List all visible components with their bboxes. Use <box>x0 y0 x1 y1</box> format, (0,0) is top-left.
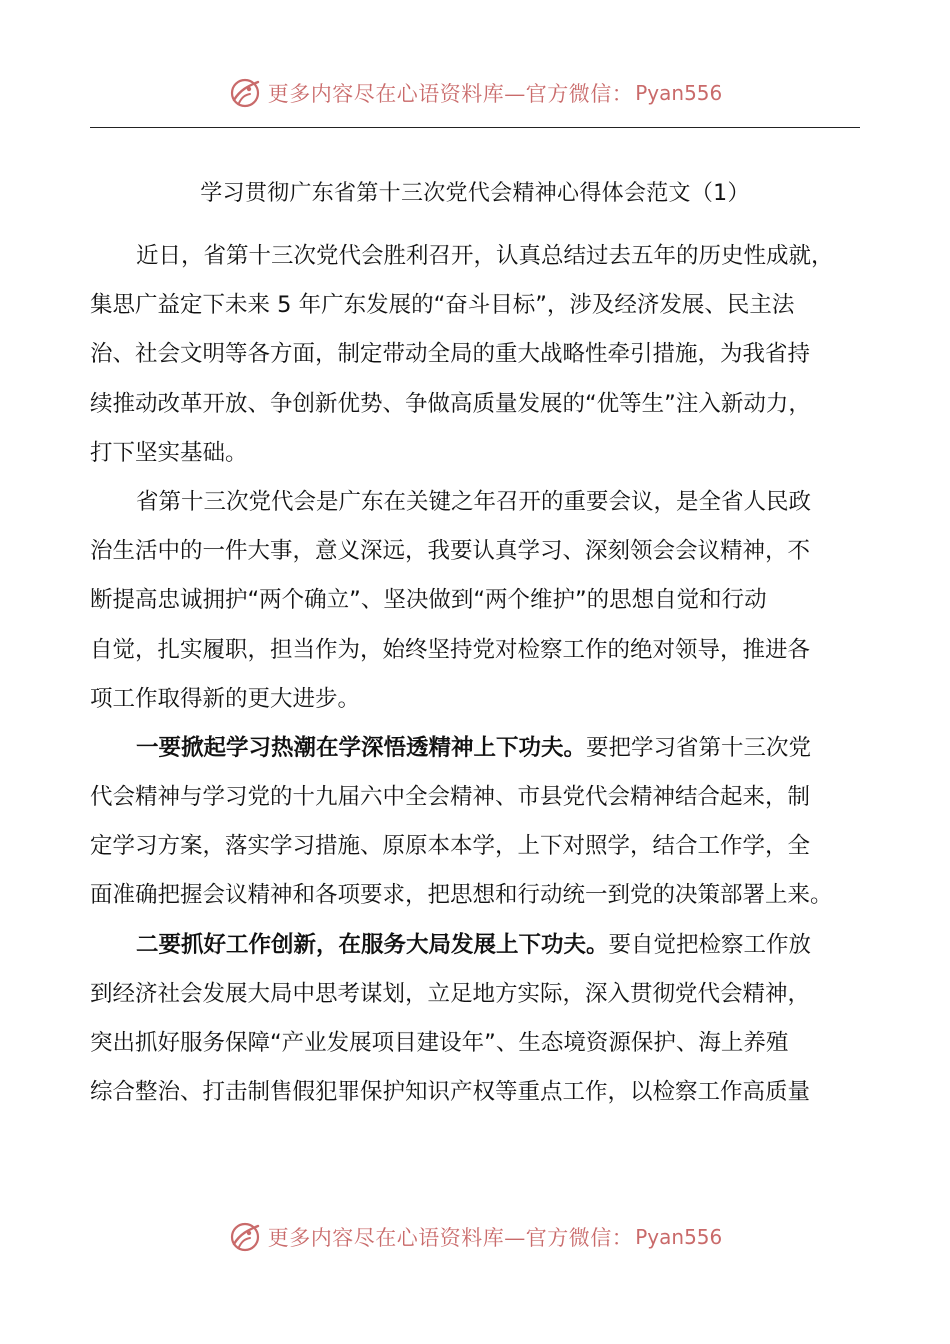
line: 治、社会文明等各方面，制定带动全局的重大战略性牵引措施，为我省持 <box>90 341 811 368</box>
page-title: 学习贯彻广东省第十三次党代会精神心得体会范文（1） <box>200 181 750 206</box>
paragraph-2 <box>90 478 870 724</box>
line: 治生活中的一件大事，意义深远，我要认真学习、深刻领会会议精神，不 <box>90 538 811 565</box>
header-divider <box>90 127 860 128</box>
line: 定学习方案，落实学习措施、原原本本学，上下对照学，结合工作学，全 <box>90 833 811 860</box>
watermark-logo-icon <box>228 1220 262 1254</box>
footer-watermark <box>0 1217 950 1257</box>
watermark-id: Pyan556 <box>635 81 723 105</box>
paragraph-1 <box>90 232 870 478</box>
line: 自觉，扎实履职，担当作为，始终坚持党对检察工作的绝对领导，推进各 <box>90 636 811 663</box>
paragraph-heading: 二要抓好工作创新，在服务大局发展上下功夫。 <box>136 931 609 958</box>
line: 续推动改革开放、争创新优势、争做高质量发展的“优等生”注入新动力， <box>90 390 811 417</box>
header-watermark <box>0 73 950 113</box>
line: 综合整治、打击制售假犯罪保护知识产权等重点工作，以检察工作高质量 <box>90 1079 811 1106</box>
line <box>90 921 870 970</box>
watermark-id: Pyan556 <box>635 1225 723 1249</box>
paragraph-heading: 一要掀起学习热潮在学深悟透精神上下功夫。 <box>136 734 587 761</box>
line: 打下坚实基础。 <box>90 439 248 466</box>
paragraph-4 <box>90 921 870 1118</box>
line: 代会精神与学习党的十九届六中全会精神、市县党代会精神结合起来，制 <box>90 784 811 811</box>
line-rest: 要把学习省第十三次党 <box>586 734 812 761</box>
line: 近日，省第十三次党代会胜利召开，认真总结过去五年的历史性成就， <box>136 243 834 269</box>
paragraph-3 <box>90 724 870 921</box>
line: 集思广益定下未来 5 年广东发展的“奋斗目标”，涉及经济发展、民主法 <box>90 292 795 319</box>
line: 到经济社会发展大局中思考谋划，立足地方实际，深入贯彻党代会精神， <box>90 980 811 1007</box>
line-rest: 要自觉把检察工作放 <box>608 931 812 958</box>
line: 省第十三次党代会是广东在关键之年召开的重要会议，是全省人民政 <box>136 488 812 515</box>
line: 面准确把握会议精神和各项要求，把思想和行动统一到党的决策部署上来。 <box>90 882 833 909</box>
watermark-text: 更多内容尽在心语资料库—官方微信： <box>267 1226 634 1250</box>
line: 突出抓好服务保障“产业发展项目建设年”、生态境资源保护、海上养殖 <box>90 1030 789 1056</box>
watermark-logo-icon <box>228 76 262 110</box>
line <box>90 724 870 773</box>
watermark-text: 更多内容尽在心语资料库—官方微信： <box>267 82 634 106</box>
line: 项工作取得新的更大进步。 <box>90 685 361 712</box>
document-body <box>90 232 870 1117</box>
line: 断提高忠诚拥护“两个确立”、坚决做到“两个维护”的思想自觉和行动 <box>90 587 767 614</box>
